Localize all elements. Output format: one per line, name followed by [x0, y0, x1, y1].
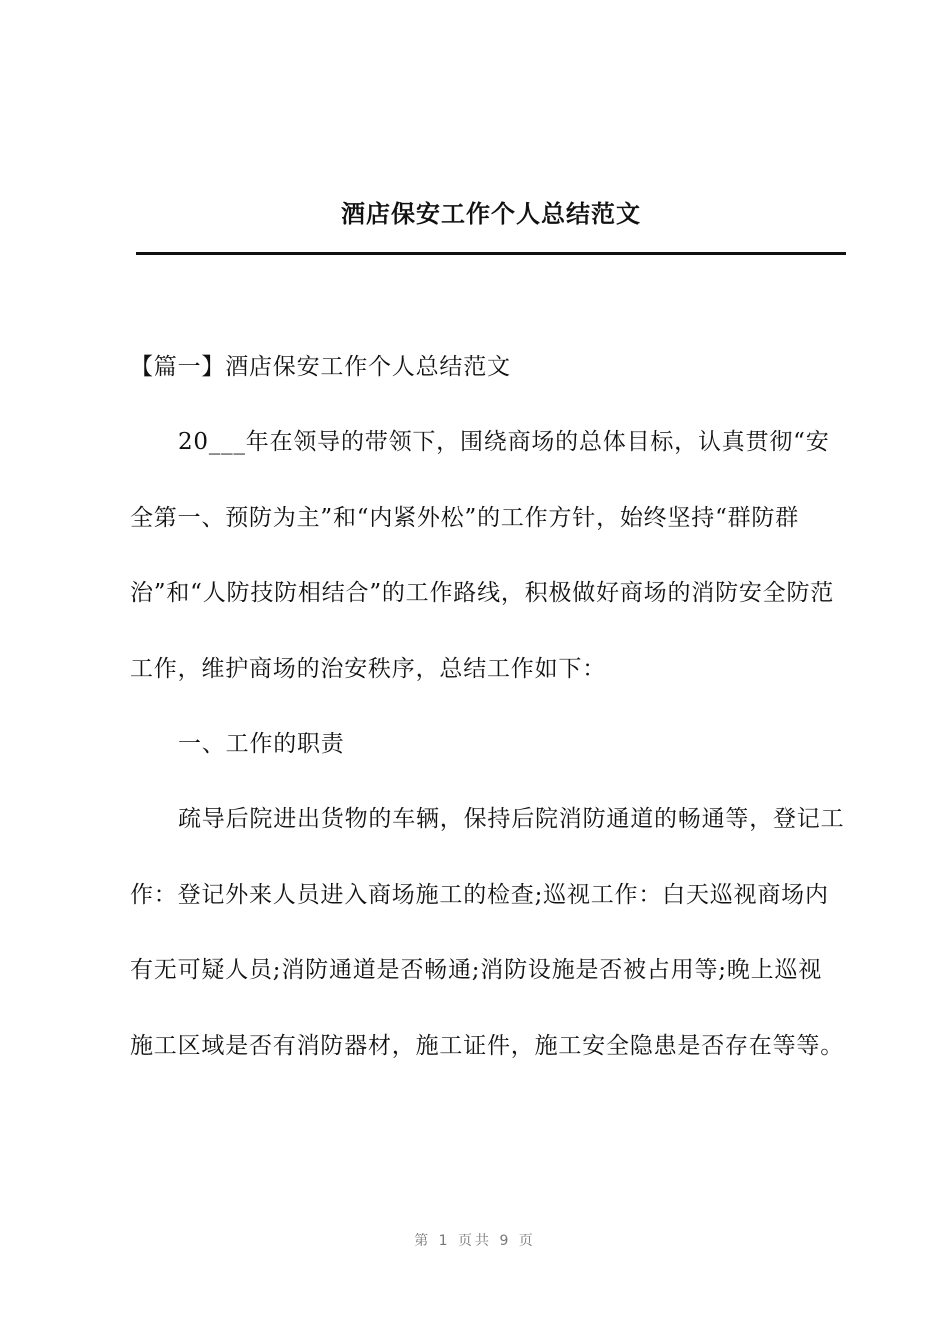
paragraph-duties: 疏导后院进出货物的车辆，保持后院消防通道的畅通等，登记工作：登记外来人员进入商场施工的检查;巡视工作：白天巡视商场内有无可疑人员;消防通道是否畅通;消防设施是否被占用等;晚上巡视施工区域是否有消防器材，施工证件，施工安全隐患是否存在等等。	[130, 806, 845, 1059]
paragraph-intro: 20___年在领导的带领下，围绕商场的总体目标，认真贯彻“安全第一、预防为主”和“内紧外松”的工作方针，始终坚持“群防群治”和“人防技防相结合”的工作路线，积极做好商场的消防安全防范工作，维护商场的治安秩序，总结工作如下：	[130, 429, 835, 682]
document-body	[130, 330, 845, 1084]
document-title: 酒店保安工作个人总结范文	[341, 199, 641, 228]
title-divider	[136, 252, 846, 255]
page-number-footer: 第 1 页共 9 页	[414, 1233, 536, 1249]
section-heading: 【篇一】酒店保安工作个人总结范文	[130, 354, 511, 380]
subheading-duties: 一、工作的职责	[178, 731, 345, 758]
